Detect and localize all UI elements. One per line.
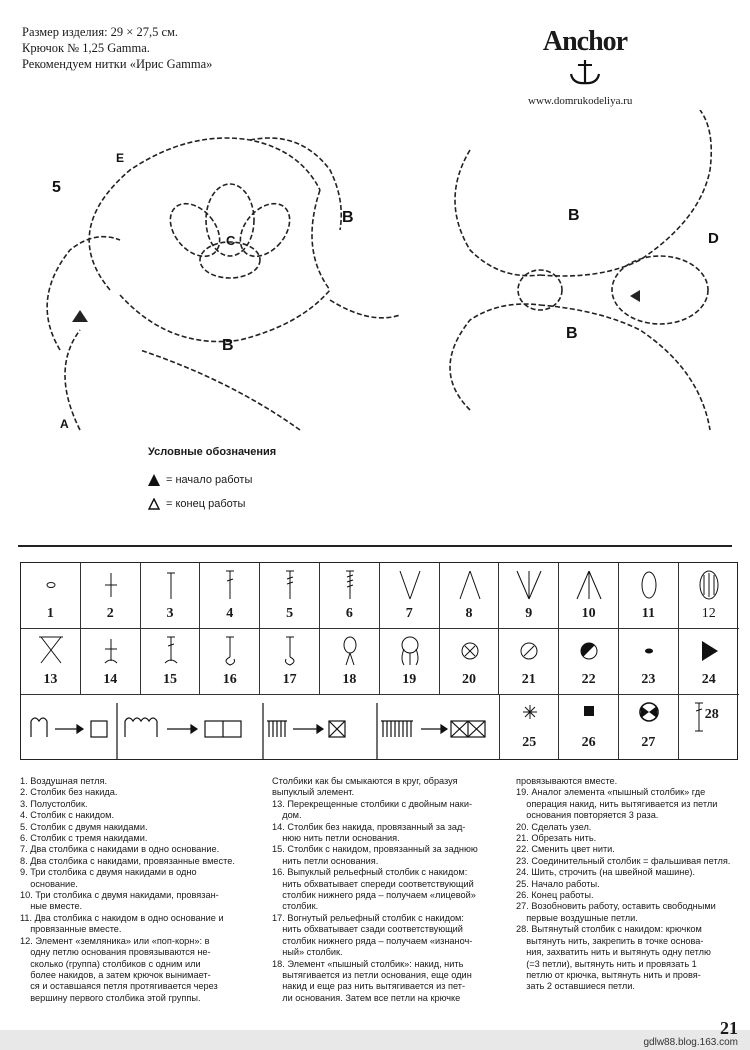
note-line: нить обхватывает сзади соответствующий [272, 924, 463, 935]
note-line: зать 2 оставшиеся петли. [516, 981, 635, 992]
filled-arrow-icon [148, 474, 160, 486]
note-line: 17. Вогнутый рельефный столбик с накидом: [272, 912, 464, 923]
legend-start [148, 474, 252, 486]
note-line: 11. Два столбика с накидом в одно основание и [20, 912, 224, 923]
note-line: столбик нижнего ряда – получаем «лицевой» [272, 890, 476, 901]
symbol-cell: 24 [679, 629, 739, 695]
symbol-cell: 7 [380, 563, 440, 629]
symbol-cell: 4 [200, 563, 260, 629]
note-line: основания повторяется 3 раза. [516, 810, 659, 821]
note-line: 22. Сменить цвет нити. [516, 844, 615, 855]
note-line: основание. [20, 878, 78, 889]
note-line: 20. Сделать узел. [516, 821, 592, 832]
label-b1: B [342, 209, 354, 226]
note-line: 7. Два столбика с накидами в одно основание. [20, 844, 220, 855]
crochet-diagram [0, 110, 750, 450]
puff-icon [320, 631, 380, 671]
note-line: 25. Начало работы. [516, 878, 600, 889]
legend-title: Условные обозначения [148, 446, 277, 458]
dtr-icon [320, 565, 380, 605]
front-post-icon [200, 631, 260, 671]
note-line: провязываются вместе. [516, 776, 618, 786]
note-line: 23. Соединительный столбик = фальшивая петля. [516, 855, 731, 866]
note-line: ся и оставшаяся петля протягивается через [20, 981, 218, 992]
brand-logo [530, 26, 640, 91]
note-line: нить петли основания. [272, 855, 379, 866]
dc2tog-icon [440, 565, 500, 605]
brand-name: Anchor [542, 26, 628, 57]
note-line: 24. Шить, строчить (на швейной машине). [516, 867, 696, 878]
notes-column-1 [20, 776, 270, 1004]
crossed-stitch-icon [21, 631, 81, 671]
sew-icon [679, 631, 739, 671]
symbol-cell: 8 [440, 563, 500, 629]
legend-end-text: = конец работы [166, 498, 246, 510]
note-line: вытянуть нить, закрепить в точке основа- [516, 935, 704, 946]
page-number: 21 [720, 1018, 738, 1038]
note-line: накид и еще раз нить вытягивается из пет- [272, 981, 466, 992]
yarn-line: Рекомендуем нитки «Ирис Gamma» [22, 57, 213, 71]
note-line: 12. Элемент «земляника» или «поп-корн»: в [20, 935, 210, 946]
symbol-cell: 27 [619, 695, 679, 759]
symbol-cell: 16 [200, 629, 260, 695]
note-line: 27. Возобновить работу, оставить свободными [516, 901, 716, 912]
note-line: более накидов, а затем крючок вынимает- [20, 969, 211, 980]
sc-back-loop-icon [81, 631, 141, 671]
legend-end [148, 498, 245, 510]
symbol-cell: 14 [81, 629, 141, 695]
note-line: первые воздушные петли. [516, 912, 638, 923]
note-line: столбик. [272, 901, 319, 912]
dc-back-loop-icon [141, 631, 201, 671]
note-line: ния, захватить нить и вытянуть одну петлю [516, 947, 711, 958]
note-line: 19. Аналог элемента «пышный столбик» где [516, 787, 706, 798]
note-line: нить обхватывает спереди соответствующий [272, 878, 474, 889]
note-line: 1. Воздушная петля. [20, 776, 108, 786]
symbol-cell: 19 [380, 629, 440, 695]
symbol-cell: 25 [499, 695, 559, 759]
note-line: 3. Полустолбик. [20, 798, 88, 809]
note-line: 8. Два столбика с накидами, провязанные вместе. [20, 855, 235, 866]
label-e: E [116, 151, 125, 165]
fan-icon [499, 565, 559, 605]
label-c: C [226, 233, 236, 248]
note-line: одну петлю основания провязываются не- [20, 947, 211, 958]
puff-three-icon [380, 631, 440, 671]
symbol-cell: 17 [260, 629, 320, 695]
outline-arrow-icon [148, 498, 160, 510]
note-line: 4. Столбик с накидом. [20, 810, 115, 821]
symbol-cell: 28 [679, 695, 739, 759]
symbol-cell: 26 [559, 695, 619, 759]
start-icon [500, 697, 560, 727]
bobble-icon [619, 565, 679, 605]
label-b3: B [568, 207, 580, 224]
note-line: 13. Перекрещенные столбики с двойным наки- [272, 798, 473, 809]
note-line: 15. Столбик с накидом, провязанный за заднюю [272, 844, 478, 855]
website: www.domrukodeliya.ru [528, 95, 633, 107]
symbol-cell: 11 [619, 563, 679, 629]
watermark: gdlw88.blog.163.com [643, 1037, 738, 1048]
end-icon [559, 697, 619, 727]
note-line: провязанные вместе. [20, 924, 122, 935]
note-line: 9. Три столбика с двумя накидами в одно [20, 867, 197, 878]
symbol-cell: 22 [559, 629, 619, 695]
symbol-cell: 18 [320, 629, 380, 695]
popcorn-icon [679, 565, 739, 605]
size-line: Размер изделия: 29 × 27,5 см. [22, 25, 179, 39]
note-line: 16. Выпуклый рельефный столбик с накидом: [272, 867, 468, 878]
note-line: 28. Вытянутый столбик с накидом: крючком [516, 924, 702, 935]
note-line: вытягивается из петли основания, еще один [272, 969, 472, 980]
footer-bar [0, 1030, 750, 1050]
note-line: дом. [272, 810, 302, 821]
chain-icon [21, 565, 81, 605]
note-line: сколько (группа) столбиков с одним или [20, 958, 201, 969]
motif-row [21, 695, 737, 759]
label-d: D [708, 230, 719, 247]
note-line: (=3 петли), вытянуть нить и провязать 1 [516, 958, 697, 969]
symbol-cell: 9 [499, 563, 559, 629]
hdc-icon [141, 565, 201, 605]
tr-icon [260, 565, 320, 605]
note-line: 6. Столбик с тремя накидами. [20, 833, 148, 844]
change-color-icon [559, 631, 619, 671]
note-line: 26. Конец работы. [516, 890, 594, 901]
cluster-icon [559, 565, 619, 605]
note-line: ный» столбик. [272, 947, 343, 958]
symbol-cell: 21 [499, 629, 559, 695]
symbol-cell: 10 [559, 563, 619, 629]
v-stitch-icon [380, 565, 440, 605]
note-line: 14. Столбик без накида, провязанный за зад- [272, 821, 466, 832]
legend-start-text: = начало работы [166, 474, 253, 486]
symbol-cell: 6 [320, 563, 380, 629]
symbol-cell: 15 [141, 629, 201, 695]
notes-column-3 [516, 776, 746, 993]
symbols-table [20, 562, 738, 760]
note-line: нюю нить петли основания. [272, 833, 400, 844]
label-five: 5 [52, 179, 61, 196]
symbol-cell: 3 [141, 563, 201, 629]
cut-thread-icon [499, 631, 559, 671]
label-b4: B [566, 325, 578, 342]
pattern-header [22, 24, 212, 72]
anchor-icon [565, 58, 605, 86]
note-line: 18. Элемент «пышный столбик»: накид, нить [272, 958, 464, 969]
notes-column-2 [272, 776, 512, 1004]
knot-icon [440, 631, 500, 671]
symbol-cell: 13 [21, 629, 81, 695]
sc-icon [81, 565, 141, 605]
back-post-icon [260, 631, 320, 671]
symbol-cell: 23 [619, 629, 679, 695]
note-line: 21. Обрезать нить. [516, 833, 597, 844]
symbol-cell: 12 [679, 563, 739, 629]
note-line: ли основания. Затем все петли на крючке [272, 992, 461, 1003]
note-line: Столбики как бы смыкаются в круг, образуя [272, 776, 458, 786]
hook-line: Крючок № 1,25 Gamma. [22, 41, 150, 55]
note-line: вершину первого столбика этой группы. [20, 992, 201, 1003]
note-line: 10. Три столбика с двумя накидами, провязан- [20, 890, 219, 901]
slip-stitch-icon [619, 631, 679, 671]
symbol-cell: 2 [81, 563, 141, 629]
motif-diagrams [21, 695, 521, 759]
label-a: A [60, 417, 69, 431]
resume-icon [619, 697, 679, 727]
note-line: выпуклый элемент. [272, 787, 355, 798]
note-line: столбик нижнего ряда – получаем «изнаноч- [272, 935, 473, 946]
note-line: петлю от крючка, вытянуть нить и провя- [516, 969, 701, 980]
divider [18, 545, 732, 547]
note-line: ные вместе. [20, 901, 83, 912]
note-line: 2. Столбик без накида. [20, 787, 118, 798]
symbol-cell: 20 [440, 629, 500, 695]
label-b2: B [222, 337, 234, 354]
dc-icon [200, 565, 260, 605]
note-line: 5. Столбик с двумя накидами. [20, 821, 148, 832]
symbol-cell: 5 [260, 563, 320, 629]
symbol-cell: 1 [21, 563, 81, 629]
note-line: операция накид, нить вытягивается из петли [516, 798, 718, 809]
